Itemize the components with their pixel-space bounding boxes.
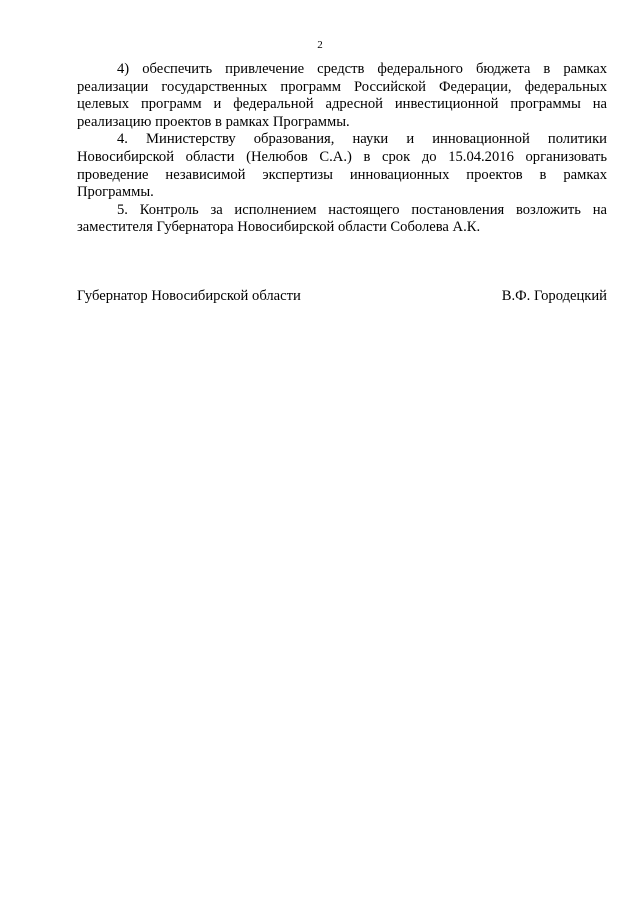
paragraph-item-4-subpoint: 4) обеспечить привлечение средств федерального бюджета в рамках реализации государственных программ Российской Федерации, федеральных целевых программ и федеральной адресной инвестиционной программы на реализацию проектов в рамках Программы.: [77, 61, 607, 130]
signatory-name: В.Ф. Городецкий: [501, 288, 607, 304]
page-number: 2: [317, 39, 323, 51]
signature-block: [77, 287, 607, 305]
document-body: [77, 61, 607, 237]
signatory-position: Губернатор Новосибирской области: [77, 288, 301, 304]
paragraph-item-5: 5. Контроль за исполнением настоящего постановления возложить на заместителя Губернатора Новосибирской области Соболева А.К.: [77, 201, 607, 236]
paragraph-item-4: 4. Министерству образования, науки и инновационной политики Новосибирской области (Нелюбов С.А.) в срок до 15.04.2016 организовать проведение независимой экспертизы инновационных проектов в рамках Программы.: [77, 131, 607, 201]
